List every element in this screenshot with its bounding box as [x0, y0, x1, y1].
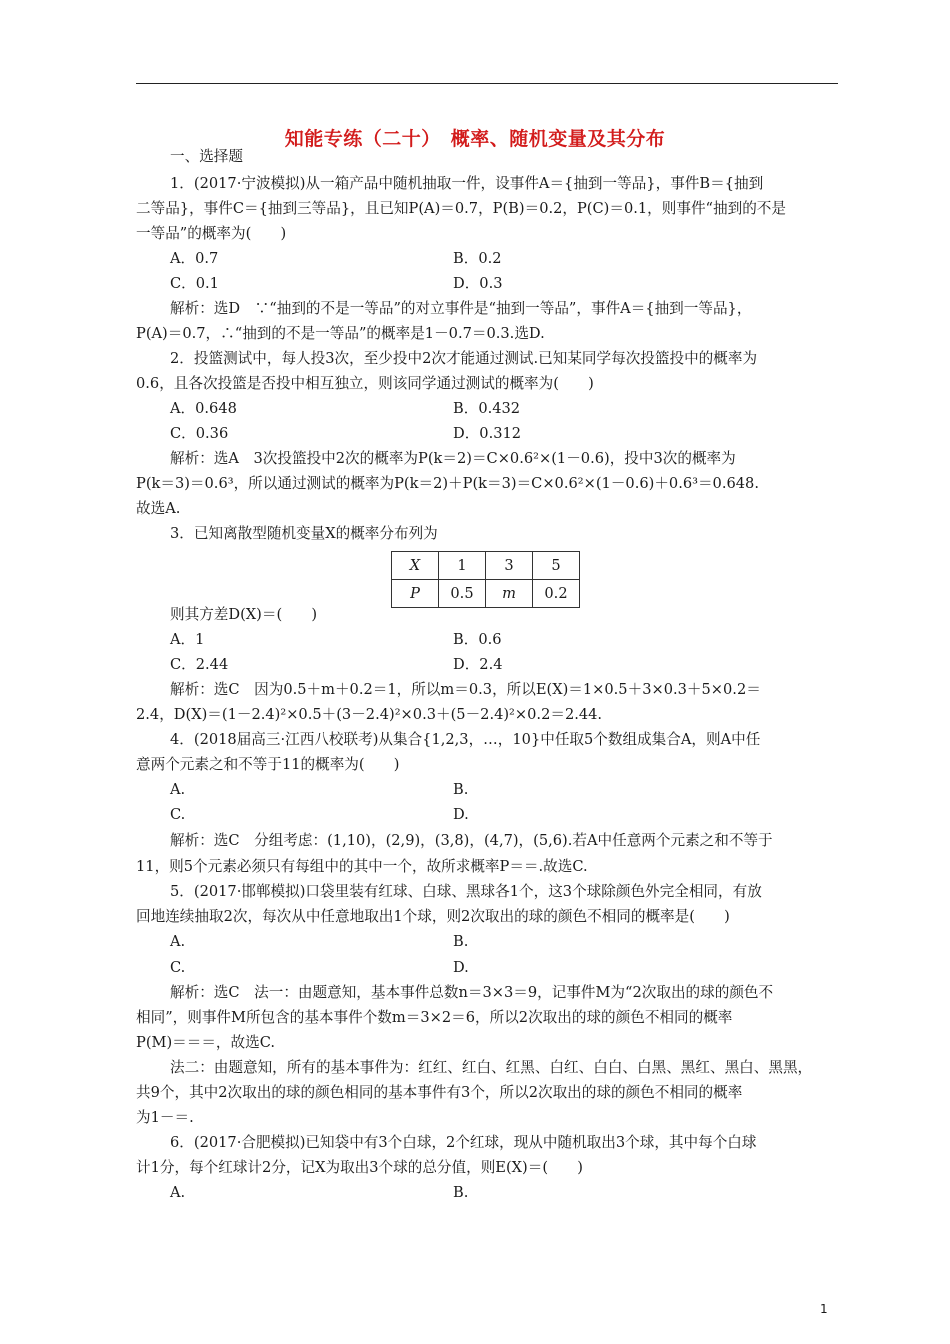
top-rule [136, 83, 838, 84]
q5-solution-6: 为1－＝. [136, 1109, 194, 1126]
q5-stem-2: 回地连续抽取2次，每次从中任意地取出1个球，则2次取出的球的颜色不相同的概率是( ) [136, 908, 730, 925]
q3-option-b: B．0.6 [453, 631, 502, 648]
q1-stem-1: 1．(2017·宁波模拟)从一箱产品中随机抽取一件，设事件A＝{抽到一等品}，事件B＝{抽到 [170, 175, 764, 192]
q5-solution-4: 法二：由题意知，所有的基本事件为：红红、红白、红黑、白红、白白、白黑、黑红、黑白、黑黑， [170, 1059, 813, 1076]
q1-solution-1: 解析：选D ∵“抽到的不是一等品”的对立事件是“抽到一等品”，事件A＝{抽到一等品}， [170, 300, 752, 317]
table-row [392, 552, 580, 580]
q2-option-d: D．0.312 [453, 425, 522, 442]
page-title: 知能专练（二十） 概率、随机变量及其分布 [284, 128, 666, 150]
table-cell: P [392, 580, 439, 608]
q2-solution-2: P(k＝3)＝0.6³，所以通过测试的概率为P(k＝2)＋P(k＝3)＝C×0.6²×(1－0.6)＋0.6³＝0.648. [136, 475, 759, 492]
q5-option-c: C. [170, 959, 186, 976]
distribution-table [391, 551, 580, 608]
q5-option-b: B. [453, 933, 469, 950]
q2-option-a: A．0.648 [170, 400, 237, 417]
q4-option-d: D. [453, 806, 469, 823]
section-heading: 一、选择题 [170, 148, 243, 165]
q3-question: 则其方差D(X)＝( ) [170, 606, 318, 623]
q6-stem-2: 计1分，每个红球计2分，记X为取出3个球的总分值，则E(X)＝( ) [136, 1159, 583, 1176]
q4-option-b: B. [453, 781, 469, 798]
q1-stem-2: 二等品}，事件C＝{抽到三等品}，且已知P(A)＝0.7，P(B)＝0.2，P(C)＝0.1，则事件“抽到的不是 [136, 200, 786, 217]
table-cell: 5 [533, 552, 580, 580]
table-cell: 1 [439, 552, 486, 580]
q3-option-d: D．2.4 [453, 656, 503, 673]
q6-option-a: A. [170, 1184, 186, 1201]
q6-option-b: B. [453, 1184, 469, 1201]
q2-stem-2: 0.6，且各次投篮是否投中相互独立，则该同学通过测试的概率为( ) [136, 375, 594, 392]
q5-solution-2: 相同”，则事件M所包含的基本事件个数m＝3×2＝6，所以2次取出的球的颜色不相同的概率 [136, 1009, 733, 1026]
q5-option-d: D. [453, 959, 469, 976]
q2-stem-1: 2．投篮测试中，每人投3次，至少投中2次才能通过测试.已知某同学每次投篮投中的概率为 [170, 350, 758, 367]
q6-stem-1: 6．(2017·合肥模拟)已知袋中有3个白球，2个红球，现从中随机取出3个球，其中每个白球 [170, 1134, 757, 1151]
q1-option-b: B．0.2 [453, 250, 502, 267]
q5-solution-1: 解析：选C 法一：由题意知，基本事件总数n＝3×3＝9，记事件M为“2次取出的球的颜色不 [170, 984, 774, 1001]
q5-solution-5: 共9个，其中2次取出的球的颜色相同的基本事件有3个，所以2次取出的球的颜色不相同的概率 [136, 1084, 743, 1101]
q2-solution-3: 故选A. [136, 500, 181, 517]
q4-option-c: C. [170, 806, 186, 823]
q5-option-a: A. [170, 933, 186, 950]
q5-stem-1: 5．(2017·邯郸模拟)口袋里装有红球、白球、黑球各1个，这3个球除颜色外完全相同，有放 [170, 883, 762, 900]
table-row [392, 580, 580, 608]
table-cell: 0.2 [533, 580, 580, 608]
q1-solution-2: P(A)＝0.7，∴“抽到的不是一等品”的概率是1－0.7＝0.3.选D. [136, 325, 545, 342]
table-cell: X [392, 552, 439, 580]
table-cell: 0.5 [439, 580, 486, 608]
table-cell: 3 [486, 552, 533, 580]
q3-stem: 3．已知离散型随机变量X的概率分布列为 [170, 525, 438, 542]
q4-option-a: A. [170, 781, 186, 798]
q1-option-a: A．0.7 [170, 250, 219, 267]
q3-solution-2: 2.4，D(X)＝(1－2.4)²×0.5＋(3－2.4)²×0.3＋(5－2.4)²×0.2＝2.44. [136, 706, 603, 723]
table-cell: m [486, 580, 533, 608]
q1-option-c: C．0.1 [170, 275, 219, 292]
q5-solution-3: P(M)＝＝＝，故选C. [136, 1034, 275, 1051]
q2-solution-1: 解析：选A 3次投篮投中2次的概率为P(k＝2)＝C×0.6²×(1－0.6)，投中3次的概率为 [170, 450, 736, 467]
q2-option-b: B．0.432 [453, 400, 521, 417]
q4-stem-2: 意两个元素之和不等于11的概率为( ) [136, 756, 400, 773]
q2-option-c: C．0.36 [170, 425, 229, 442]
q3-solution-1: 解析：选C 因为0.5＋m＋0.2＝1，所以m＝0.3，所以E(X)＝1×0.5＋3×0.3＋5×0.2＝ [170, 681, 761, 698]
q1-stem-3: 一等品”的概率为( ) [136, 225, 287, 242]
q3-option-a: A．1 [170, 631, 205, 648]
page-number: 1 [820, 1302, 828, 1316]
q4-solution-1: 解析：选C 分组考虑：(1,10)，(2,9)，(3,8)，(4,7)，(5,6).若A中任意两个元素之和不等于 [170, 832, 773, 849]
q3-option-c: C．2.44 [170, 656, 229, 673]
q4-solution-2: 11，则5个元素必须只有每组中的其中一个，故所求概率P＝＝.故选C. [136, 858, 588, 875]
q4-stem-1: 4．(2018届高三·江西八校联考)从集合{1,2,3，…，10}中任取5个数组成集合A，则A中任 [170, 731, 761, 748]
q1-option-d: D．0.3 [453, 275, 503, 292]
